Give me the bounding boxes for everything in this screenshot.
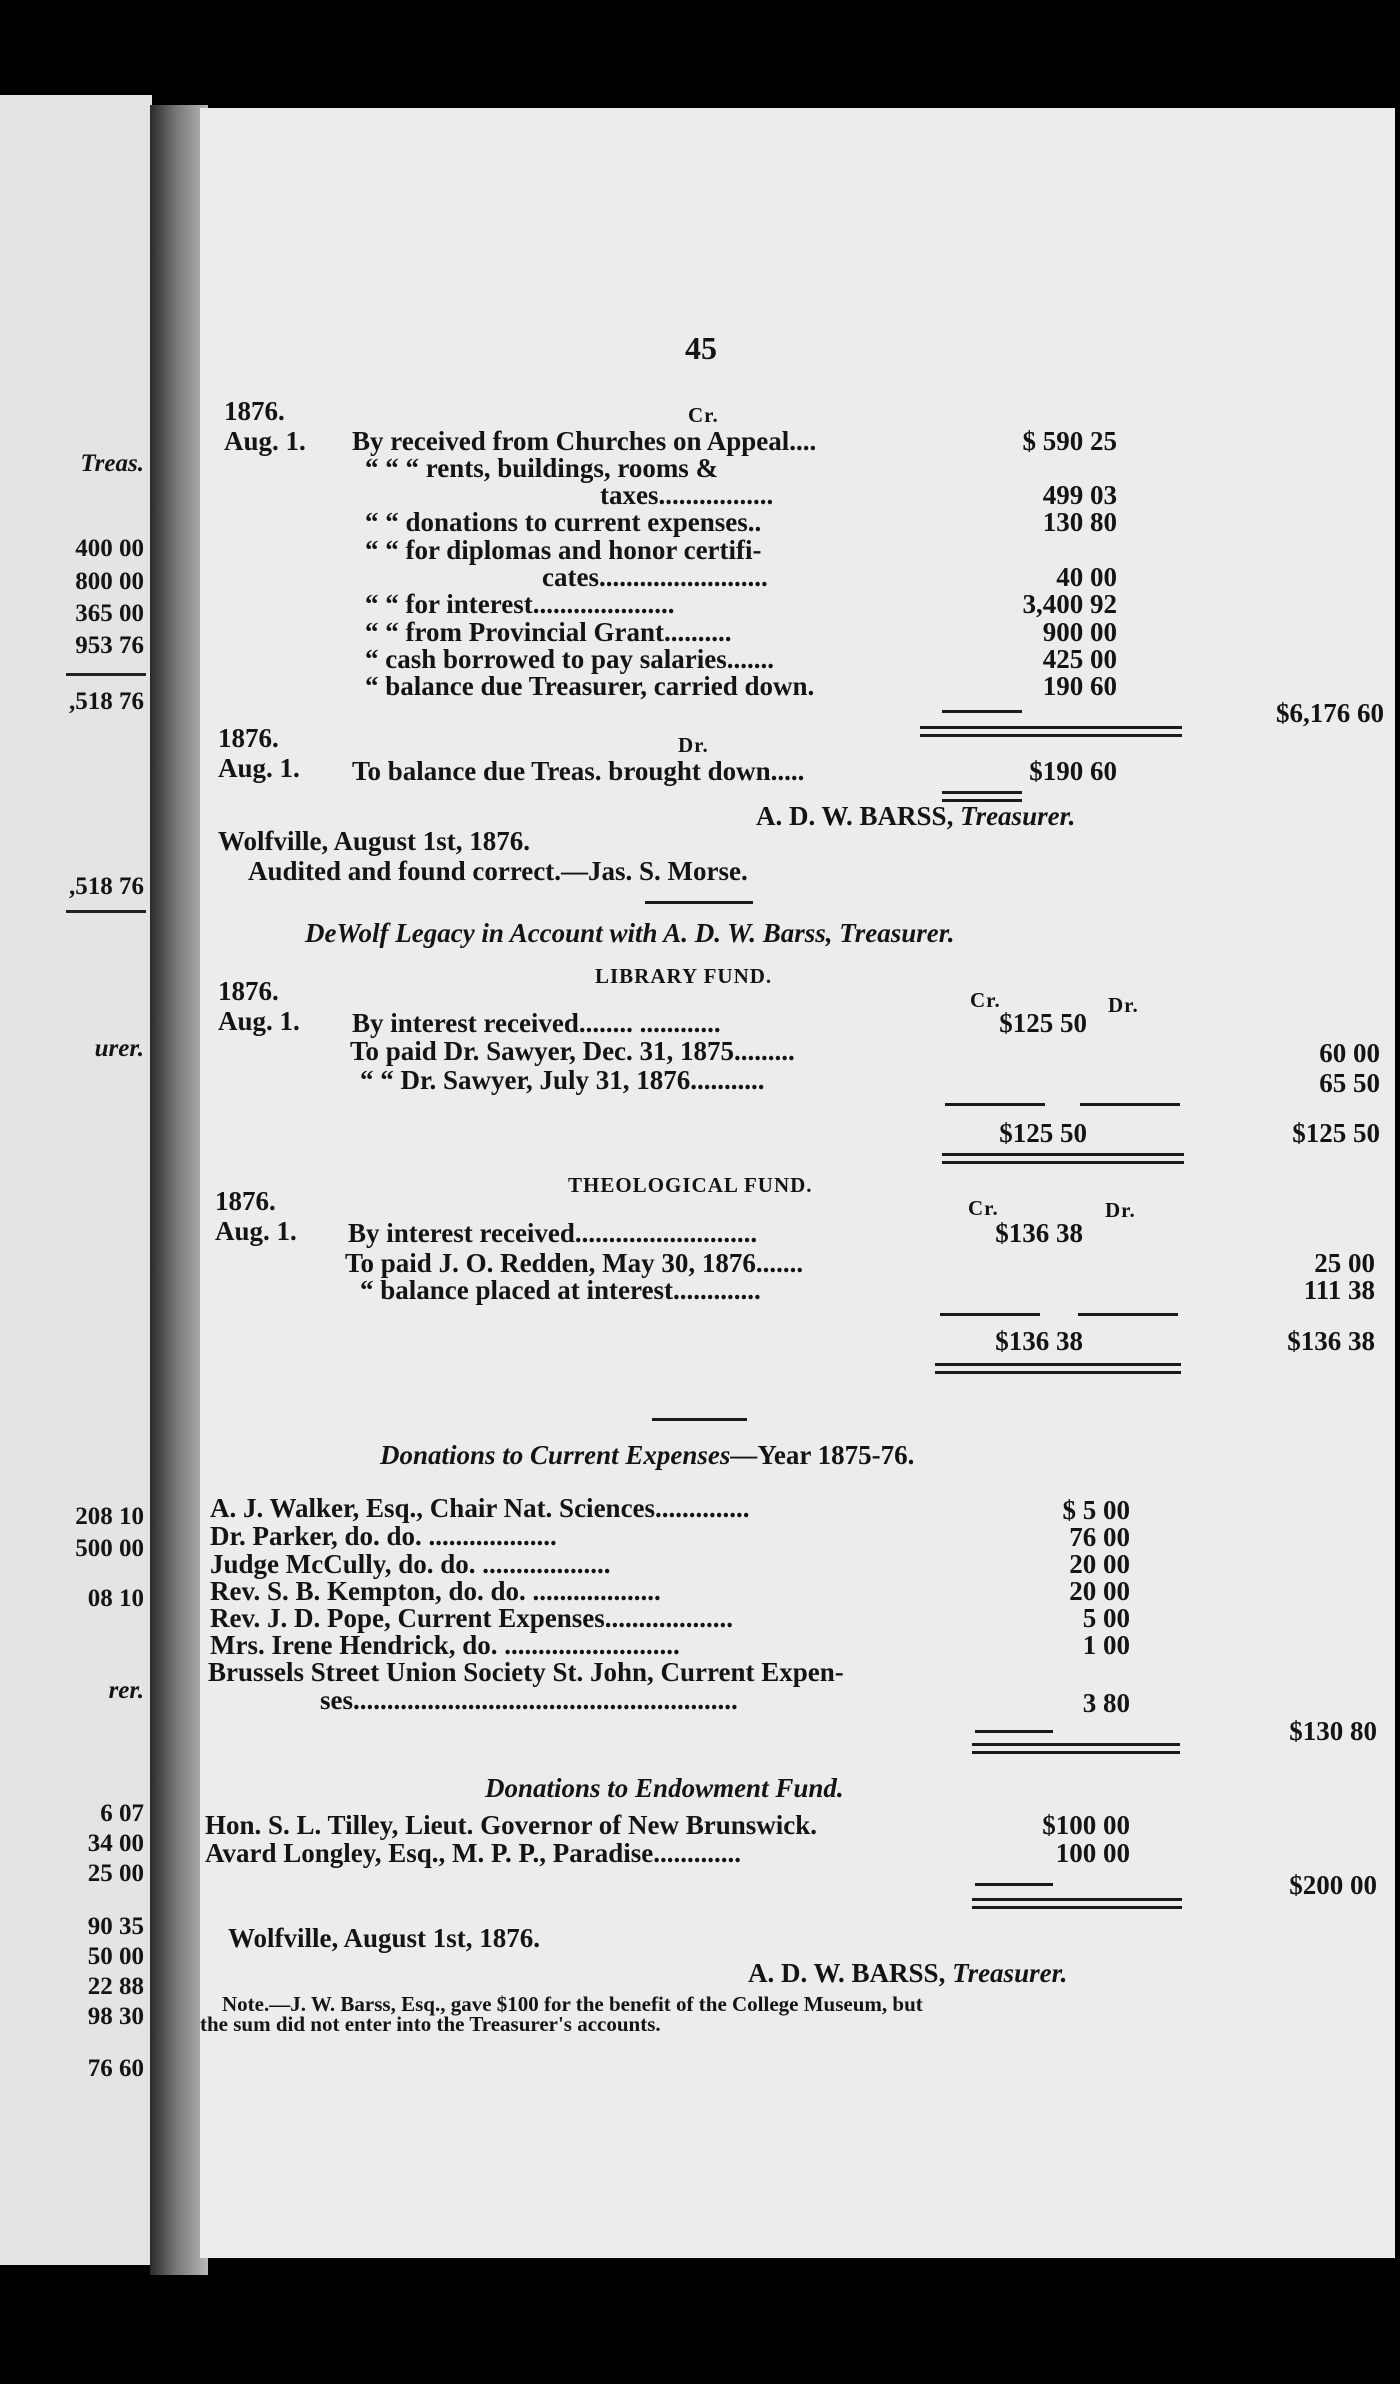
left-page-fragment: [0, 95, 152, 2265]
ledger-line: To paid Dr. Sawyer, Dec. 31, 1875.........: [350, 1036, 795, 1066]
dr-heading: Dr.: [678, 733, 709, 757]
section-divider: [652, 1418, 747, 1421]
left-fragment: 22 88: [87, 1973, 144, 2000]
left-fragment: Treas.: [80, 450, 144, 477]
ledger-line: “ “ Dr. Sawyer, July 31, 1876...........: [360, 1065, 765, 1095]
left-fragment: 34 00: [87, 1830, 144, 1857]
left-fragment: 953 76: [75, 632, 144, 659]
donation-amount: 1 00: [1082, 1630, 1130, 1660]
dr-amount: 25 00: [1314, 1248, 1375, 1278]
ledger-amount: 190 60: [1042, 671, 1117, 701]
cr-heading: Cr.: [688, 403, 719, 427]
ledger-line: taxes.................: [600, 480, 774, 510]
cr-total: $125 50: [999, 1118, 1087, 1148]
ledger-line: “ “ for interest.....................: [365, 589, 675, 619]
ledger-amount: 130 80: [1042, 507, 1117, 537]
ledger-amount: 3,400 92: [1022, 589, 1117, 619]
cr-amount: $136 38: [995, 1218, 1083, 1248]
dr-amount: 65 50: [1319, 1068, 1380, 1098]
date-label: Aug. 1.: [218, 1006, 300, 1036]
sum-rule: [940, 1313, 1040, 1316]
date-label: Aug. 1.: [224, 426, 306, 456]
ledger-line: “ “ from Provincial Grant..........: [365, 617, 732, 647]
dr-total: $136 38: [1287, 1326, 1375, 1356]
ledger-line: “ “ for diplomas and honor certifi-: [365, 535, 762, 565]
cr-amount: $125 50: [999, 1008, 1087, 1038]
left-fragment: 90 35: [87, 1913, 144, 1940]
left-fragment: 76 60: [87, 2055, 144, 2082]
dewolf-heading: DeWolf Legacy in Account with A. D. W. Barss, Treasurer.: [305, 918, 955, 948]
sum-rule: [942, 710, 1022, 713]
left-fragment: 98 30: [87, 2003, 144, 2030]
double-rule: [972, 1743, 1180, 1754]
donor-line: Brussels Street Union Society St. John, Current Expen-: [208, 1657, 844, 1687]
theological-fund-title: THEOLOGICAL FUND.: [568, 1173, 813, 1197]
dr-heading: Dr.: [1108, 993, 1139, 1017]
double-rule: [920, 726, 1182, 737]
ledger-amount: $190 60: [1029, 756, 1117, 786]
ledger-amount: $ 590 25: [1022, 426, 1117, 456]
donations-total: $130 80: [1289, 1716, 1377, 1746]
donations-endowment-heading: Donations to Endowment Fund.: [485, 1773, 844, 1803]
ledger-line: To paid J. O. Redden, May 30, 1876.......: [345, 1248, 804, 1278]
ledger-line: By interest received........ ............: [352, 1008, 721, 1038]
cr-total: $136 38: [995, 1326, 1083, 1356]
ledger-line: “ “ donations to current expenses..: [365, 507, 762, 537]
treasurer-name: A. D. W. BARSS, Treasurer.: [756, 801, 1076, 831]
donation-amount: 3 80: [1082, 1688, 1130, 1718]
donor-line: ses.........................................................: [320, 1685, 738, 1715]
dr-total: $125 50: [1292, 1118, 1380, 1148]
dr-heading: Dr.: [1105, 1198, 1136, 1222]
section-total: $6,176 60: [1276, 698, 1384, 728]
sum-rule: [1078, 1313, 1178, 1316]
ledger-amount: 40 00: [1056, 562, 1117, 592]
place-date: Wolfville, August 1st, 1876.: [218, 826, 531, 856]
donor-line: A. J. Walker, Esq., Chair Nat. Sciences..............: [210, 1493, 750, 1523]
left-fragment: 400 00: [75, 535, 144, 562]
section-divider: [645, 901, 753, 904]
donation-amount: 76 00: [1069, 1522, 1130, 1552]
endowment-total: $200 00: [1289, 1870, 1377, 1900]
library-fund-title: LIBRARY FUND.: [595, 964, 773, 988]
ledger-line: To balance due Treas. brought down.....: [352, 756, 805, 786]
left-fragment: ,518 76: [69, 688, 144, 715]
sum-rule: [1080, 1103, 1180, 1106]
donation-amount: $ 5 00: [1062, 1495, 1130, 1525]
left-rule: [66, 910, 146, 913]
ledger-amount: 900 00: [1042, 617, 1117, 647]
place-date: Wolfville, August 1st, 1876.: [228, 1923, 541, 1953]
left-fragment: 25 00: [87, 1860, 144, 1887]
page-number: 45: [685, 330, 717, 366]
donor-line: Avard Longley, Esq., M. P. P., Paradise.............: [205, 1838, 742, 1868]
left-fragment: 08 10: [87, 1585, 144, 1612]
donation-amount: 20 00: [1069, 1549, 1130, 1579]
note-line: the sum did not enter into the Treasurer's accounts.: [200, 2012, 661, 2036]
donation-amount: 100 00: [1055, 1838, 1130, 1868]
left-fragment: 50 00: [87, 1943, 144, 1970]
donations-current-heading: Donations to Current Expenses—Year 1875-76.: [380, 1440, 915, 1470]
ledger-line: By received from Churches on Appeal....: [352, 426, 817, 456]
cr-heading: Cr.: [968, 1196, 999, 1220]
donor-line: Rev. J. D. Pope, Current Expenses...................: [210, 1603, 733, 1633]
ledger-line: “ balance due Treasurer, carried down.: [365, 671, 815, 701]
ledger-line: “ balance placed at interest.............: [360, 1275, 761, 1305]
ledger-line: “ “ “ rents, buildings, rooms &: [365, 453, 719, 483]
double-rule: [935, 1363, 1181, 1374]
donor-line: Judge McCully, do. do. ...................: [210, 1549, 611, 1579]
donation-amount: 5 00: [1082, 1603, 1130, 1633]
left-fragment: 500 00: [75, 1535, 144, 1562]
ledger-amount: 499 03: [1042, 480, 1117, 510]
treasurer-name: A. D. W. BARSS, Treasurer.: [748, 1958, 1068, 1988]
page-45: [200, 108, 1395, 2258]
donation-amount: $100 00: [1042, 1810, 1130, 1840]
date-label: Aug. 1.: [218, 753, 300, 783]
double-rule: [972, 1898, 1182, 1909]
sum-rule: [975, 1730, 1053, 1733]
year-label: 1876.: [218, 723, 279, 753]
year-label: 1876.: [224, 396, 285, 426]
dr-amount: 111 38: [1303, 1275, 1375, 1305]
sum-rule: [945, 1103, 1045, 1106]
left-rule: [66, 673, 146, 676]
left-fragment: rer.: [108, 1677, 144, 1704]
donor-line: Hon. S. L. Tilley, Lieut. Governor of New Brunswick.: [205, 1810, 818, 1840]
donor-line: Mrs. Irene Hendrick, do. ..........................: [210, 1630, 680, 1660]
left-fragment: ,518 76: [69, 873, 144, 900]
sum-rule: [975, 1883, 1053, 1886]
date-label: Aug. 1.: [215, 1216, 297, 1246]
left-fragment: urer.: [94, 1035, 144, 1062]
ledger-line: “ cash borrowed to pay salaries.......: [365, 644, 774, 674]
left-fragment: 800 00: [75, 568, 144, 595]
audit-line: Audited and found correct.—Jas. S. Morse.: [248, 856, 748, 886]
left-fragment: 6 07: [100, 1800, 144, 1827]
cr-heading: Cr.: [970, 988, 1001, 1012]
donor-line: Rev. S. B. Kempton, do. do. ...................: [210, 1576, 661, 1606]
donation-amount: 20 00: [1069, 1576, 1130, 1606]
year-label: 1876.: [215, 1186, 276, 1216]
left-fragment: 365 00: [75, 600, 144, 627]
ledger-line: cates.........................: [542, 562, 768, 592]
year-label: 1876.: [218, 976, 279, 1006]
left-fragment: 208 10: [75, 1503, 144, 1530]
ledger-line: By interest received...........................: [348, 1218, 758, 1248]
double-rule: [942, 1153, 1184, 1164]
donor-line: Dr. Parker, do. do. ...................: [210, 1521, 557, 1551]
note-line: Note.—J. W. Barss, Esq., gave $100 for the benefit of the College Museum, but: [222, 1992, 923, 2016]
ledger-amount: 425 00: [1042, 644, 1117, 674]
dr-amount: 60 00: [1319, 1038, 1380, 1068]
